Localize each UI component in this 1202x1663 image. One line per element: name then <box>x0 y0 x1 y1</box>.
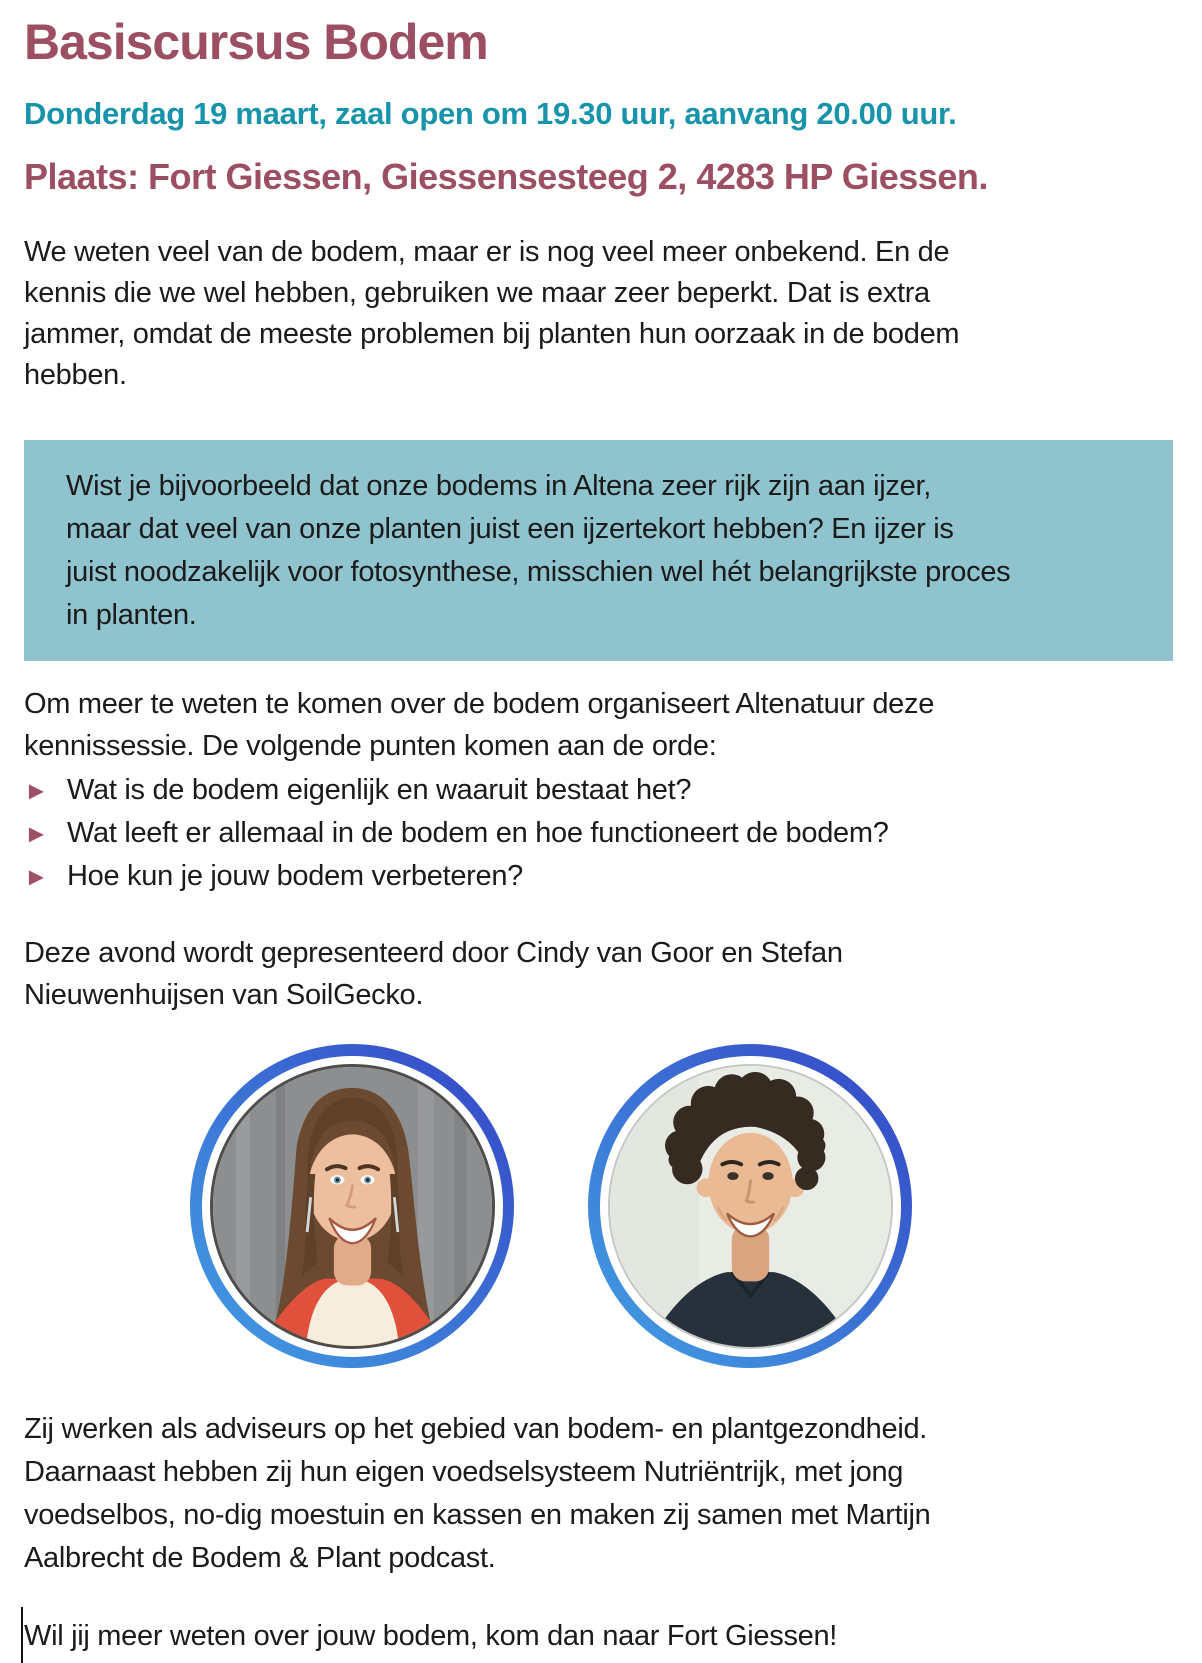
intro-paragraph <box>24 232 1174 396</box>
highlight-box <box>24 440 1173 661</box>
presenters-paragraph <box>24 932 1174 1016</box>
photo-inner-ring <box>202 1056 503 1357</box>
text-line: Deze avond wordt gepresenteerd door Cindy van Goor en Stefan <box>24 937 843 970</box>
list-item <box>24 855 1174 898</box>
presenter-photo-cindy <box>190 1044 514 1368</box>
agenda-list <box>24 769 1174 898</box>
bullet-triangle-icon: ► <box>24 777 49 806</box>
text-cursor <box>21 1607 23 1663</box>
presenter-photos-row <box>190 1044 1174 1368</box>
list-item <box>24 769 1174 812</box>
text-line: Wist je bijvoorbeeld dat onze bodems in Altena zeer rijk zijn aan ijzer, <box>66 470 931 503</box>
outro-paragraph <box>24 1408 1174 1580</box>
closing-text: Wil jij meer weten over jouw bodem, kom dan naar Fort Giessen! <box>24 1620 838 1653</box>
text-line: Om meer te weten te komen over de bodem organiseert Altenatuur deze <box>24 688 935 721</box>
schedule-heading: Donderdag 19 maart, zaal open om 19.30 uur, aanvang 20.00 uur. <box>24 95 957 131</box>
text-line: kennissessie. De volgende punten komen aan de orde: <box>24 730 717 763</box>
text-line: Zij werken als adviseurs op het gebied van bodem- en plantgezondheid. <box>24 1413 928 1446</box>
bullet-triangle-icon: ► <box>24 820 49 849</box>
presenter-photo-stefan <box>588 1044 912 1368</box>
text-line: kennis die we wel hebben, gebruiken we maar zeer beperkt. Dat is extra <box>24 277 930 310</box>
document-canvas[interactable] <box>24 14 1174 1653</box>
text-line: We weten veel van de bodem, maar er is nog veel meer onbekend. En de <box>24 236 950 269</box>
text-line: jammer, omdat de meeste problemen bij planten hun oorzaak in de bodem <box>24 318 960 351</box>
text-line: Aalbrecht de Bodem & Plant podcast. <box>24 1542 496 1575</box>
text-line: voedselbos, no-dig moestuin en kassen en maken zij samen met Martijn <box>24 1499 931 1532</box>
page-title: Basiscursus Bodem <box>24 14 488 70</box>
photo-inner-ring <box>600 1056 901 1357</box>
portrait-image-woman <box>210 1064 495 1349</box>
text-line: in planten. <box>66 599 197 632</box>
text-line: Nieuwenhuijsen van SoilGecko. <box>24 979 424 1012</box>
text-line: juist noodzakelijk voor fotosynthese, misschien wel hét belangrijkste proces <box>66 556 1011 589</box>
bullet-label: Wat leeft er allemaal in de bodem en hoe functioneert de bodem? <box>67 817 889 850</box>
agenda-intro-paragraph <box>24 683 1174 767</box>
bullet-triangle-icon: ► <box>24 863 49 892</box>
closing-line <box>24 1616 1174 1657</box>
bullet-label: Hoe kun je jouw bodem verbeteren? <box>67 860 523 893</box>
text-line: maar dat veel van onze planten juist een ijzertekort hebben? En ijzer is <box>66 513 954 546</box>
portrait-image-man <box>608 1064 893 1349</box>
text-line: hebben. <box>24 359 127 392</box>
text-line: Daarnaast hebben zij hun eigen voedselsysteem Nutriëntrijk, met jong <box>24 1456 904 1489</box>
list-item <box>24 812 1174 855</box>
location-heading: Plaats: Fort Giessen, Giessensesteeg 2, 4283 HP Giessen. <box>24 155 988 197</box>
bullet-label: Wat is de bodem eigenlijk en waaruit bestaat het? <box>67 774 692 807</box>
